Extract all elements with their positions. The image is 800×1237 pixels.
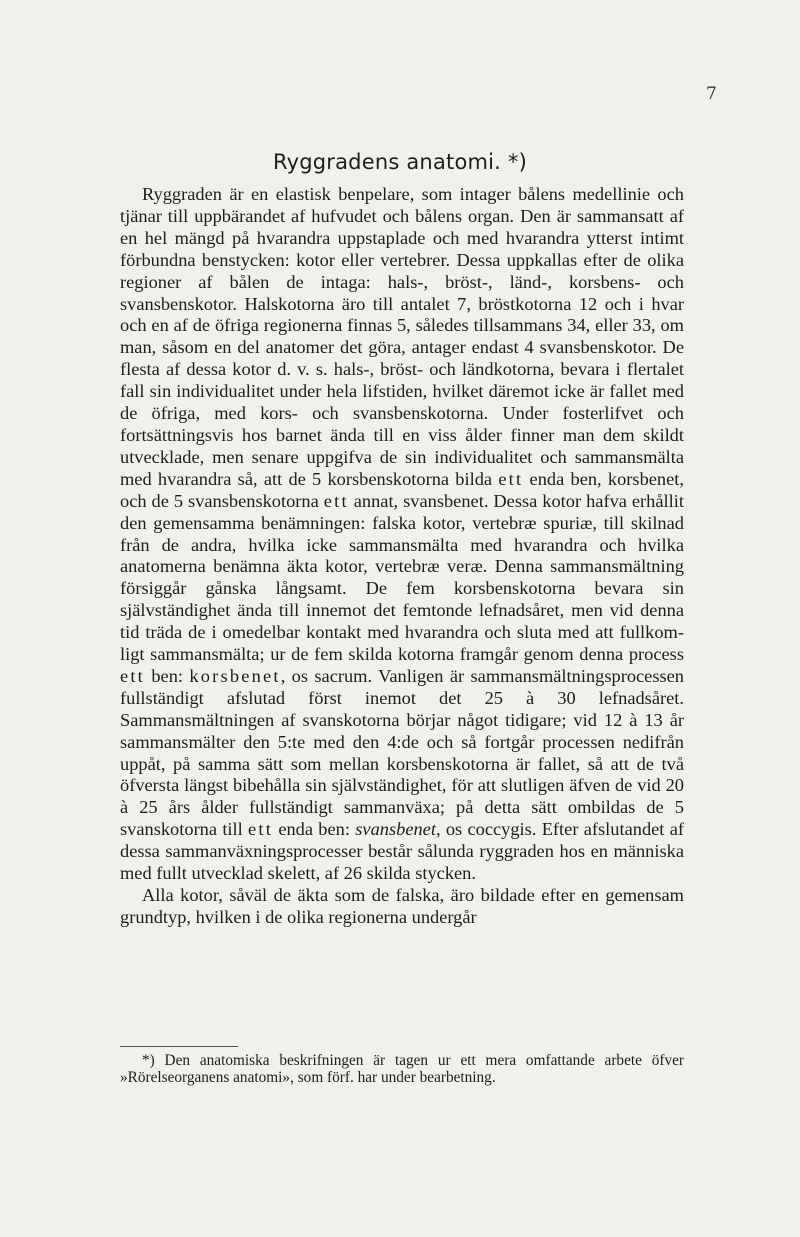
page-number: 7: [706, 84, 717, 104]
body-text: [120, 184, 684, 929]
text-run: , os sacrum. Vanligen är sammansmältningsprocessen fullständigt afslutad först inemot det 25 à 30 lefnadsåret. Sammansmältningen af svanskotorna börjar något tidigare; vid 12 à 13 år sammansmälter den 5:te med den 4:de och så fortgår processen nedifrån uppåt, på samma sätt som mellan korsbenskotorna är fallet, så att de två öfversta längst bibehålla sin självständighet, för att slutligen äfven de vid 20 à 25 års ålder fullständigt sammanväxa; på detta sätt ombildas de 5 svanskotorna till: [120, 665, 685, 840]
footnote: *) Den anatomiska beskrifningen är tagen ur ett mera omfattande arbete öfver »Rörelseorganens anatomi», som förf. har under bearbetning.: [120, 1052, 684, 1086]
emphasis-svansbenet: svansbenet,: [355, 819, 441, 840]
emphasis-ett: ett: [120, 665, 145, 686]
text-run: annat, svansbenet. Dessa kotor hafva erhållit den gemensamma benämningen: falska kotor, vertebræ spuriæ, till skilnad från de andra, hvilka icke sammansmälta med hvarandra och hvilka anatomerna benämna äkta kotor, vertebræ veræ. Denna sammansmältning försiggår gånska långsamt. De fem korsbenskotorna bevara sin självständighet ända till innemot det femtonde lefnadsåret, men vid denna tid träda de i omedelbar kontakt med hvarandra och sluta med att fullkomligt sammansmälta; ur de fem skilda kotorna framgår genom denna process: [120, 490, 684, 665]
text-run: enda ben:: [273, 819, 356, 840]
emphasis-ett: ett: [498, 468, 524, 489]
text-run: ben:: [144, 665, 190, 686]
text-run: os coccygis. Efter afslutandet af dessa sammanväxningsprocesser består sålunda ryggraden hos en människa med fullt utvecklad skelett, af 26 skilda stycken.: [120, 819, 684, 884]
paragraph-1: [120, 184, 684, 885]
emphasis-korsbenet: korsbenet: [189, 665, 281, 686]
text-run: Ryggraden är en elastisk benpelare, som intager bålens medellinie och tjänar till uppbärandet af hufvudet och bålens organ. Den är sammansatt af en hel mängd på hvarandra uppstaplade och med hvarandra ytterst intimt förbundna benstycken: kotor eller vertebrer. Dessa uppkallas efter de olika regioner af bålen de intaga: hals-, bröst-, länd-, korsbens- och svansbenskotor. Halskotorna äro till antalet 7, bröstkotorna 12 och i hvar och en af de öfriga regionerna finnas 5, således tillsammans 34, eller 33, om man, såsom en del anatomer det göra, antager endast 4 svansbenskotor. De flesta af dessa kotor d. v. s. hals-, bröst- och ländkotorna, bevara i flertalet fall sin individualitet under hela lifstiden, hvilket däremot icke är fallet med de öfriga, med kors- och svansbenskotorna. Under fosterlifvet och fortsättningsvis hos barnet ända till en viss ålder finner man dem skildt utvecklade, men senare uppgifva de sin individualitet och sammansmälta med hvarandra så, att de 5 korsbenskotorna bilda: [120, 184, 684, 489]
emphasis-ett: ett: [323, 490, 349, 511]
page-title: Ryggradens anatomi. *): [272, 150, 528, 174]
emphasis-ett: ett: [248, 819, 274, 840]
text-run: enda ben, korsbenet, och de 5 svansbenskotorna: [120, 468, 684, 511]
paragraph-2: Alla kotor, såväl de äkta som de falska, äro bildade efter en gemensam grundtyp, hvilken i de olika regionerna undergår: [120, 885, 684, 927]
footnote-divider: [120, 1046, 238, 1047]
